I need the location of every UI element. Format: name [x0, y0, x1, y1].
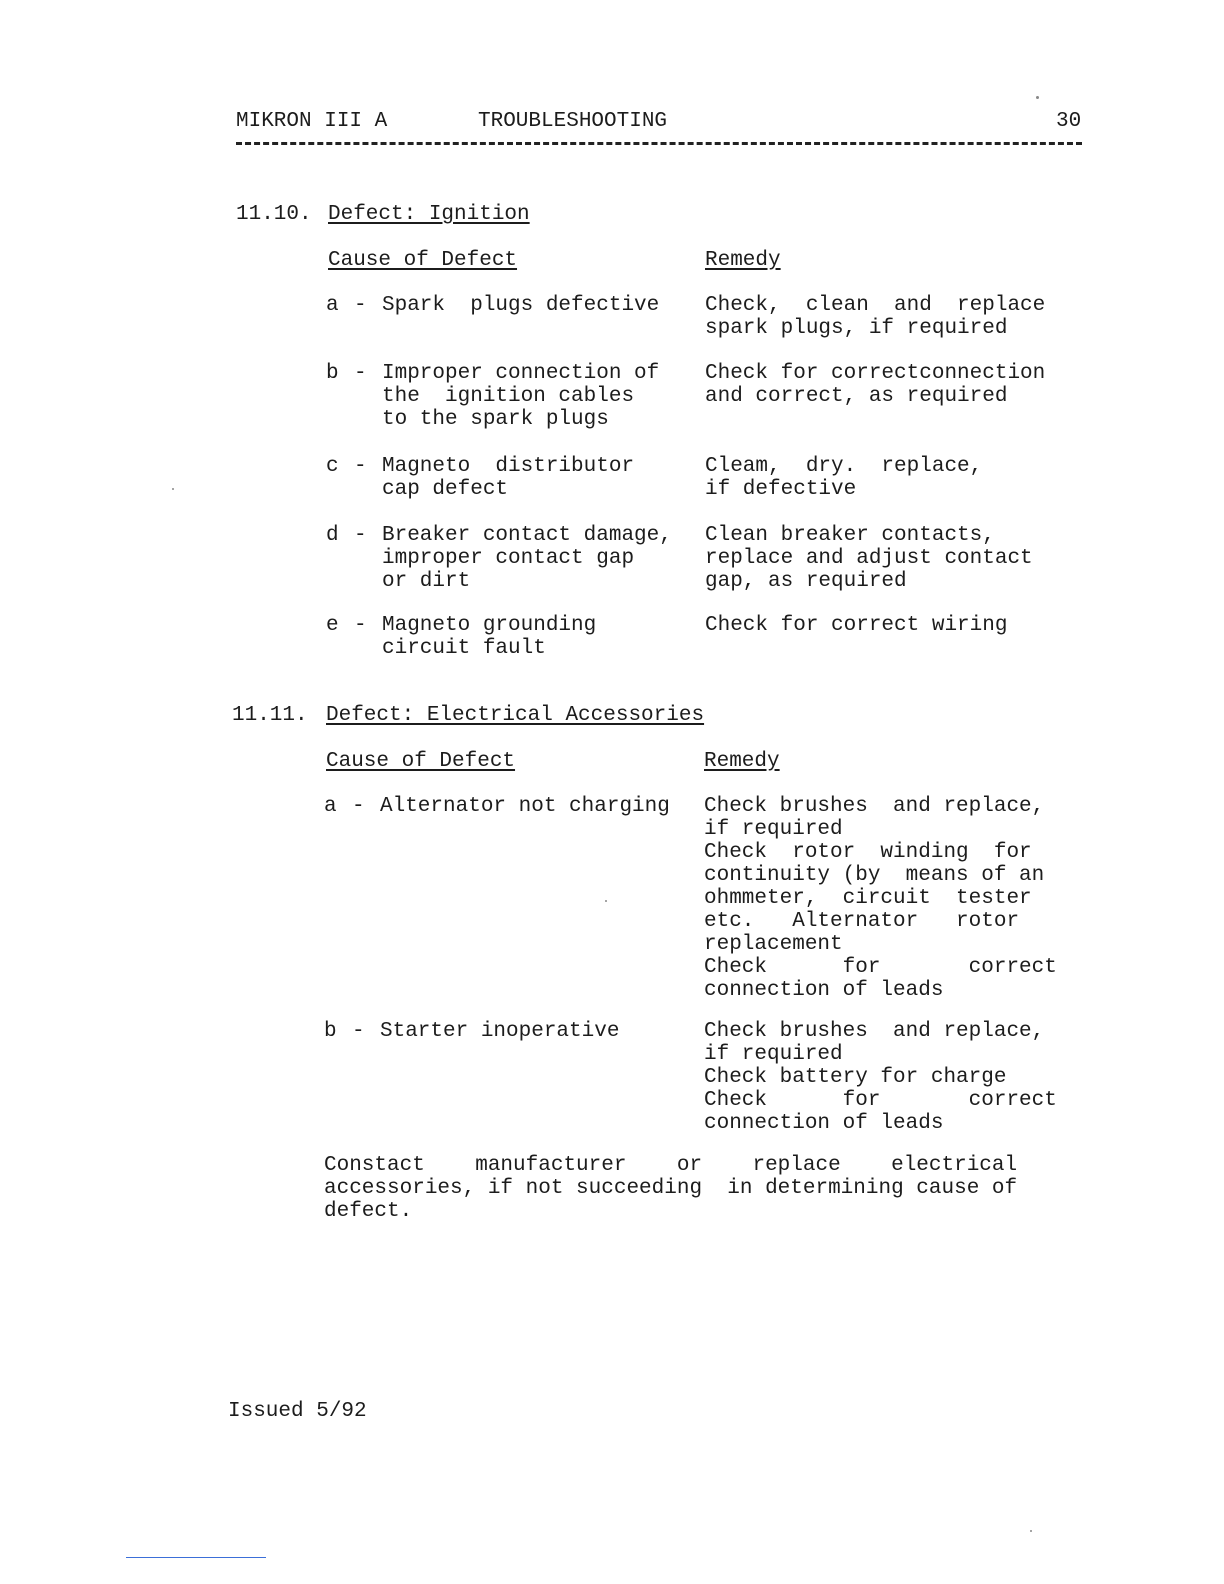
cause-line: Magneto grounding: [382, 614, 597, 637]
item-letter: b: [326, 362, 339, 385]
remedy-line: continuity (by means of an: [704, 864, 1045, 887]
remedy-line: spark plugs, if required: [705, 317, 1008, 340]
item-dash: -: [352, 795, 365, 818]
remedy-line: if required: [704, 1043, 843, 1066]
remedy-text: [705, 294, 1045, 340]
remedy-line: Check, clean and replace: [705, 294, 1046, 317]
remedy-text: [705, 524, 1033, 593]
cause-line: to the spark plugs: [382, 408, 609, 431]
item-letter: e: [326, 614, 339, 637]
item-dash: -: [354, 362, 367, 385]
item-dash: -: [354, 614, 367, 637]
section-title: Defect: Ignition: [328, 203, 530, 226]
section-number: 11.10.: [236, 203, 312, 226]
cause-line: Magneto distributor: [382, 455, 635, 478]
remedy-text: [705, 455, 982, 501]
remedy-column-header: Remedy: [704, 750, 780, 773]
cause-line: improper contact gap: [382, 547, 635, 570]
remedy-line: Check for correctconnection: [705, 362, 1046, 385]
cause-text: [382, 294, 659, 317]
scan-speck: [1036, 96, 1039, 99]
remedy-line: Check for correct wiring: [705, 614, 1008, 637]
item-dash: -: [354, 455, 367, 478]
document-header-left: MIKRON III A: [236, 110, 388, 133]
remedy-line: etc. Alternator rotor: [704, 910, 1020, 933]
cause-line: Spark plugs defective: [382, 294, 660, 317]
cause-line: Breaker contact damage,: [382, 524, 672, 547]
cause-column-header: Cause of Defect: [326, 750, 516, 773]
issue-date-footer: Issued 5/92: [228, 1400, 367, 1423]
cause-line: circuit fault: [382, 637, 546, 660]
remedy-line: gap, as required: [705, 570, 907, 593]
section-number: 11.11.: [232, 704, 308, 727]
remedy-text: [705, 362, 1045, 408]
remedy-text: [704, 795, 1057, 1002]
remedy-text: [705, 614, 1007, 637]
cause-line: or dirt: [382, 570, 471, 593]
cause-line: the ignition cables: [382, 385, 635, 408]
cause-line: Alternator not charging: [380, 795, 670, 818]
note-line: defect.: [324, 1200, 413, 1223]
item-letter: d: [326, 524, 339, 547]
remedy-text: [704, 1020, 1057, 1135]
item-letter: b: [324, 1020, 337, 1043]
document-header-title: TROUBLESHOOTING: [478, 110, 668, 133]
remedy-line: ohmmeter, circuit tester: [704, 887, 1032, 910]
remedy-line: Check rotor winding for: [704, 841, 1032, 864]
remedy-line: Clean breaker contacts,: [705, 524, 995, 547]
item-dash: -: [354, 294, 367, 317]
remedy-line: replace and adjust contact: [705, 547, 1033, 570]
scan-speck: [172, 488, 174, 490]
cause-text: [382, 455, 634, 501]
item-letter: a: [326, 294, 339, 317]
note-line: Constact manufacturer or replace electrical: [324, 1154, 1018, 1177]
header-divider: [236, 142, 1082, 145]
scan-speck: [605, 900, 607, 902]
remedy-line: connection of leads: [704, 1112, 944, 1135]
cause-column-header: Cause of Defect: [328, 249, 518, 272]
cause-text: [380, 795, 670, 818]
remedy-line: Check battery for charge: [704, 1066, 1007, 1089]
page-number: 30: [1056, 110, 1082, 133]
remedy-line: Check brushes and replace,: [704, 795, 1045, 818]
closing-note: [324, 1154, 1076, 1223]
section-title: Defect: Electrical Accessories: [326, 704, 705, 727]
item-letter: c: [326, 455, 339, 478]
cause-text: [380, 1020, 619, 1043]
cause-text: [382, 614, 596, 660]
cause-line: Starter inoperative: [380, 1020, 620, 1043]
item-dash: -: [354, 524, 367, 547]
cause-text: [382, 362, 659, 431]
remedy-line: if required: [704, 818, 843, 841]
cause-line: Improper connection of: [382, 362, 660, 385]
note-line: accessories, if not succeeding in determining cause of: [324, 1177, 1018, 1200]
remedy-line: Cleam, dry. replace,: [705, 455, 983, 478]
remedy-column-header: Remedy: [705, 249, 781, 272]
scan-speck: [1030, 1530, 1032, 1532]
remedy-line: and correct, as required: [705, 385, 1008, 408]
remedy-line: connection of leads: [704, 979, 944, 1002]
item-letter: a: [324, 795, 337, 818]
item-dash: -: [352, 1020, 365, 1043]
remedy-line: replacement: [704, 933, 843, 956]
cause-line: cap defect: [382, 478, 509, 501]
remedy-line: Check for correct: [704, 1089, 1057, 1112]
remedy-line: Check brushes and replace,: [704, 1020, 1045, 1043]
remedy-line: Check for correct: [704, 956, 1057, 979]
remedy-line: if defective: [705, 478, 857, 501]
scan-edge-line: [126, 1557, 266, 1558]
cause-text: [382, 524, 672, 593]
